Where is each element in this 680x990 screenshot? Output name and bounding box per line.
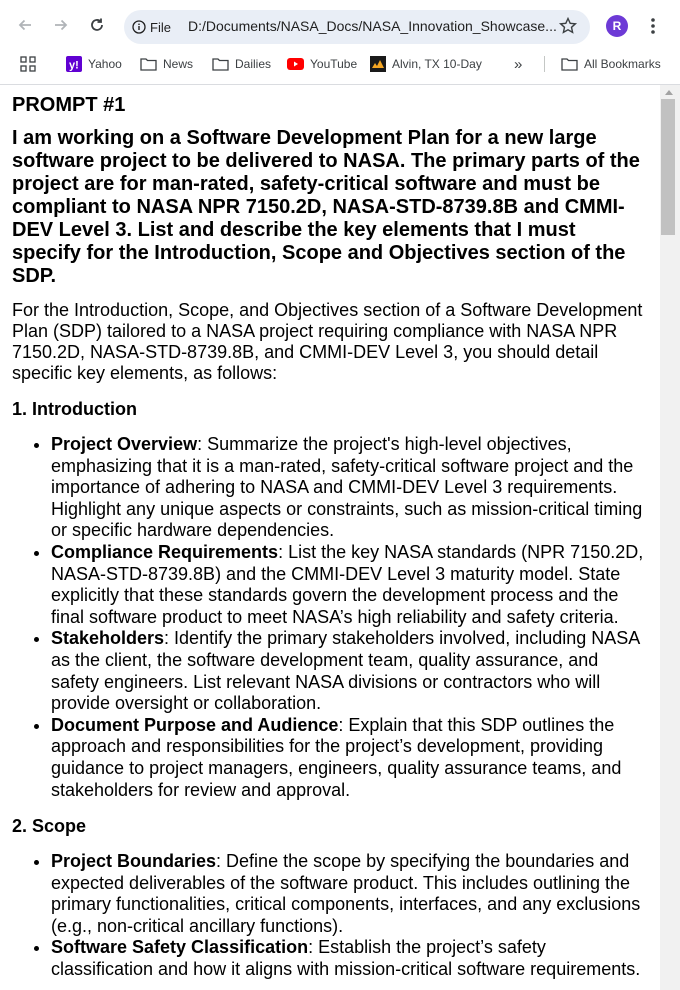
list-item (51, 851, 648, 937)
bookmarks-overflow-button[interactable]: » (514, 55, 523, 73)
all-bookmarks-button[interactable] (561, 54, 661, 74)
bookmark-youtube[interactable] (287, 54, 357, 74)
all-bookmarks-label: All Bookmarks (584, 57, 661, 71)
item-term: Project Boundaries (51, 851, 217, 872)
forward-arrow-icon (53, 17, 69, 33)
page-viewport (0, 85, 660, 990)
bookmark-label: Dailies (235, 57, 272, 71)
scroll-up-arrow-icon[interactable] (665, 90, 673, 95)
item-term: Software Safety Classification (51, 937, 309, 958)
yahoo-icon (66, 56, 82, 72)
youtube-icon (287, 58, 304, 70)
svg-text:y!: y! (69, 59, 79, 72)
item-text: : List the key NASA standards (NPR 7150.2D, NASA-STD-8739.8B) and the CMMI-DEV Level 3 maturity model. State explicitly that these standards govern the development process and the final software product to meet NASA’s high reliability and safety criteria. (51, 541, 644, 627)
list-item (51, 937, 648, 980)
item-term: Document Purpose and Audience (51, 714, 339, 735)
bookmark-star-button[interactable] (558, 16, 578, 41)
bookmark-dailies[interactable] (212, 54, 271, 74)
bookmarks-bar (0, 50, 680, 78)
introduction-list (12, 434, 648, 801)
item-text: : Summarize the project's high-level objectives, emphasizing that it is a man-rated, safety-critical software project and the importance of adhering to NASA and CMMI-DEV Level 3 requirements. Highlight any unique aspects or constraints, such as mission-critical timing or specific hardware dependencies. (51, 434, 643, 541)
reload-icon (89, 17, 105, 33)
answer-intro: For the Introduction, Scope, and Objectives section of a Software Development Plan (SDP) tailored to a NASA project requiring compliance with NASA NPR 7150.2D, NASA-STD-8739.8B, and CMMI-DEV Level 3, you should detail specific key elements, as follows: (12, 300, 643, 383)
folder-icon (140, 57, 157, 71)
scope-list (12, 851, 648, 981)
bookmarks-separator (544, 56, 545, 72)
vertical-scrollbar[interactable] (660, 85, 680, 990)
prompt-number: PROMPT #1 (12, 94, 126, 116)
star-icon (558, 16, 578, 36)
item-text: : Define the scope by specifying the boundaries and expected deliverables of the software product. This includes outlining the primary functionalities, critical components, interfaces, and any exclusions (e.g., non-critical ancillary functions). (51, 851, 641, 936)
folder-icon (212, 57, 229, 71)
file-chip-label: File (150, 19, 171, 35)
section-heading-introduction: 1. Introduction (12, 399, 137, 419)
reload-button[interactable] (85, 13, 109, 37)
bookmark-label: Alvin, TX 10-Day (392, 57, 482, 71)
item-text: : Establish the project’s safety classification and how it aligns with mission-critical software requirements. (51, 937, 641, 980)
bookmark-news[interactable] (140, 54, 193, 74)
scrollbar-thumb[interactable] (661, 99, 675, 235)
folder-icon (561, 57, 578, 71)
kebab-menu-icon (651, 18, 655, 34)
list-item (51, 434, 648, 542)
item-text: : Explain that this SDP outlines the approach and responsibilities for the project’s development, providing guidance to project managers, engineers, quality assurance teams, and stakeholders for review and approval. (51, 714, 622, 800)
bookmark-alvin-weather[interactable] (370, 54, 482, 74)
list-item (51, 628, 648, 714)
item-text: : Identify the primary stakeholders involved, including NASA as the client, the software development team, quality assurance, and safety engineers. List relevant NASA divisions or contractors who will provide oversight or collaboration. (51, 628, 640, 714)
browser-toolbar (0, 0, 680, 50)
bookmark-label: YouTube (310, 57, 358, 71)
bookmark-label: Yahoo (88, 57, 122, 71)
weather-icon (370, 56, 386, 72)
site-info-chip[interactable] (132, 17, 171, 37)
profile-avatar[interactable]: R (606, 15, 628, 37)
forward-button[interactable] (49, 13, 73, 37)
item-term: Stakeholders (51, 628, 165, 649)
bookmark-yahoo[interactable] (66, 54, 122, 74)
browser-menu-button[interactable] (644, 14, 662, 38)
bookmark-label: News (163, 57, 194, 71)
list-item (51, 542, 648, 628)
url-text[interactable]: D:/Documents/NASA_Docs/NASA_Innovation_Showcase... (188, 18, 557, 34)
browser-chrome (0, 0, 680, 84)
address-bar[interactable] (124, 10, 590, 44)
item-term: Project Overview (51, 434, 198, 454)
prompt-question: I am working on a Software Development Plan for a new large software project to be delivered to NASA. The primary parts of the project are for man-rated, safety-critical software and must be compliant to NASA NPR 7150.2D, NASA-STD-8739.8B and CMMI-DEV Level 3. List and describe the key elements that I must specify for the Introduction, Scope and Objectives section of the SDP. (12, 127, 640, 287)
apps-button[interactable] (20, 54, 36, 74)
document-content (0, 85, 660, 981)
apps-grid-icon (20, 56, 36, 72)
item-term: Compliance Requirements (51, 541, 279, 562)
section-heading-scope: 2. Scope (12, 816, 87, 837)
back-button[interactable] (13, 13, 37, 37)
back-arrow-icon (17, 17, 33, 33)
info-icon (132, 20, 146, 34)
list-item (51, 715, 648, 801)
